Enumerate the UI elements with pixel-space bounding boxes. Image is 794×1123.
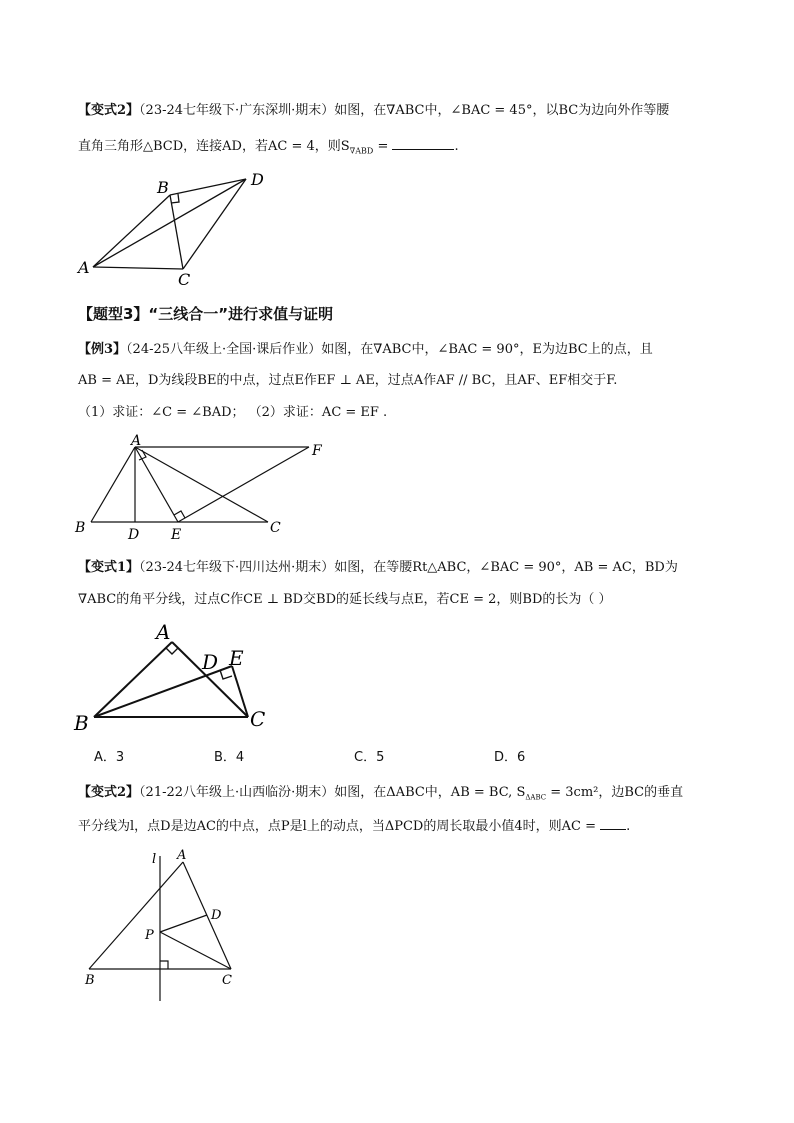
label-C: C bbox=[270, 520, 281, 536]
figure-example3 bbox=[75, 433, 335, 543]
label-C: C bbox=[178, 270, 191, 289]
variant1-line1 bbox=[78, 559, 678, 577]
variant2-top-line1 bbox=[78, 102, 669, 120]
variant2-bottom-line1 bbox=[78, 784, 683, 807]
variant2-bottom-text1b: = 3cm²，边BC的垂直 bbox=[546, 785, 684, 800]
option-a[interactable]: A．3 bbox=[94, 750, 125, 765]
example3-line1 bbox=[78, 341, 653, 359]
period: . bbox=[626, 819, 631, 834]
variant2-top-text1: （23-24七年级下·广东深圳·期末）如图，在∇ABC中，∠BAC = 45°，以BC为边向外作等腰 bbox=[139, 103, 670, 118]
label-P: P bbox=[145, 928, 154, 943]
figure-variant1 bbox=[72, 620, 282, 735]
label-A: A bbox=[131, 433, 142, 449]
period: . bbox=[454, 139, 459, 154]
option-c[interactable]: C．5 bbox=[354, 750, 385, 765]
figure-variant2-bottom bbox=[80, 848, 260, 1008]
label-B: B bbox=[85, 973, 95, 988]
label-D: D bbox=[211, 908, 222, 923]
variant2-bottom-text2: 平分线为l，点D是边AC的中点，点P是l上的动点，当ΔPCD的周长取最小值4时，则AC = bbox=[78, 819, 601, 834]
variant1-line2: ∇ABC的角平分线，过点C作CE ⊥ BD交BD的延长线与点E，若CE = 2，则BD的长为（ ） bbox=[78, 592, 612, 607]
figure-variant2-top bbox=[70, 168, 290, 288]
variant1-text1: （23-24七年级下·四川达州·期末）如图，在等腰Rt△ABC，∠BAC = 90°，AB = AC，BD为 bbox=[139, 560, 678, 575]
label-A: A bbox=[177, 848, 187, 863]
label-B: B bbox=[74, 711, 89, 735]
area-subscript: ∇ABD bbox=[349, 146, 374, 156]
example3-line3: （1）求证：∠C = ∠BAD； （2）求证：AC = EF . bbox=[78, 405, 388, 420]
example3-line2: AB = AE，D为线段BE的中点，过点E作EF ⊥ AE，过点A作AF // BC，且AF、EF相交于F. bbox=[78, 373, 618, 388]
label-l: l bbox=[152, 852, 157, 867]
variant2-top-text2: 直角三角形△BCD，连接AD，若AC = 4，则S bbox=[78, 139, 350, 154]
section-heading: 【题型3】“三线合一”进行求值与证明 bbox=[78, 305, 334, 323]
example3-text1: （24-25八年级上·全国·课后作业）如图，在∇ABC中，∠BAC = 90°，E为边BC上的点，且 bbox=[126, 342, 653, 357]
label-B: B bbox=[75, 520, 86, 536]
label-E: E bbox=[229, 646, 244, 670]
label-D: D bbox=[251, 170, 264, 189]
label-B: B bbox=[157, 178, 169, 197]
label-F: F bbox=[312, 443, 322, 459]
area-subscript: ΔABC bbox=[525, 793, 547, 802]
label-D: D bbox=[202, 650, 219, 674]
label-E: E bbox=[171, 527, 182, 543]
example3-tag: 【例3】 bbox=[78, 342, 127, 357]
answer-blank[interactable] bbox=[600, 829, 626, 830]
label-A: A bbox=[78, 258, 90, 277]
label-A: A bbox=[156, 620, 171, 644]
label-C: C bbox=[222, 973, 232, 988]
option-d[interactable]: D．6 bbox=[494, 750, 526, 765]
variant2-bottom-text1: （21-22八年级上·山西临汾·期末）如图，在ΔABC中，AB = BC, S bbox=[139, 785, 526, 800]
option-b[interactable]: B．4 bbox=[214, 750, 245, 765]
label-D: D bbox=[128, 527, 140, 543]
equals-sign: = bbox=[373, 139, 393, 154]
variant2-top-line2 bbox=[78, 138, 459, 161]
variant2-bottom-tag: 【变式2】 bbox=[78, 785, 140, 800]
variant2-bottom-line2 bbox=[78, 818, 630, 836]
variant1-tag: 【变式1】 bbox=[78, 560, 140, 575]
answer-blank[interactable] bbox=[392, 149, 454, 150]
label-C: C bbox=[250, 707, 266, 731]
variant2-top-tag: 【变式2】 bbox=[78, 103, 140, 118]
